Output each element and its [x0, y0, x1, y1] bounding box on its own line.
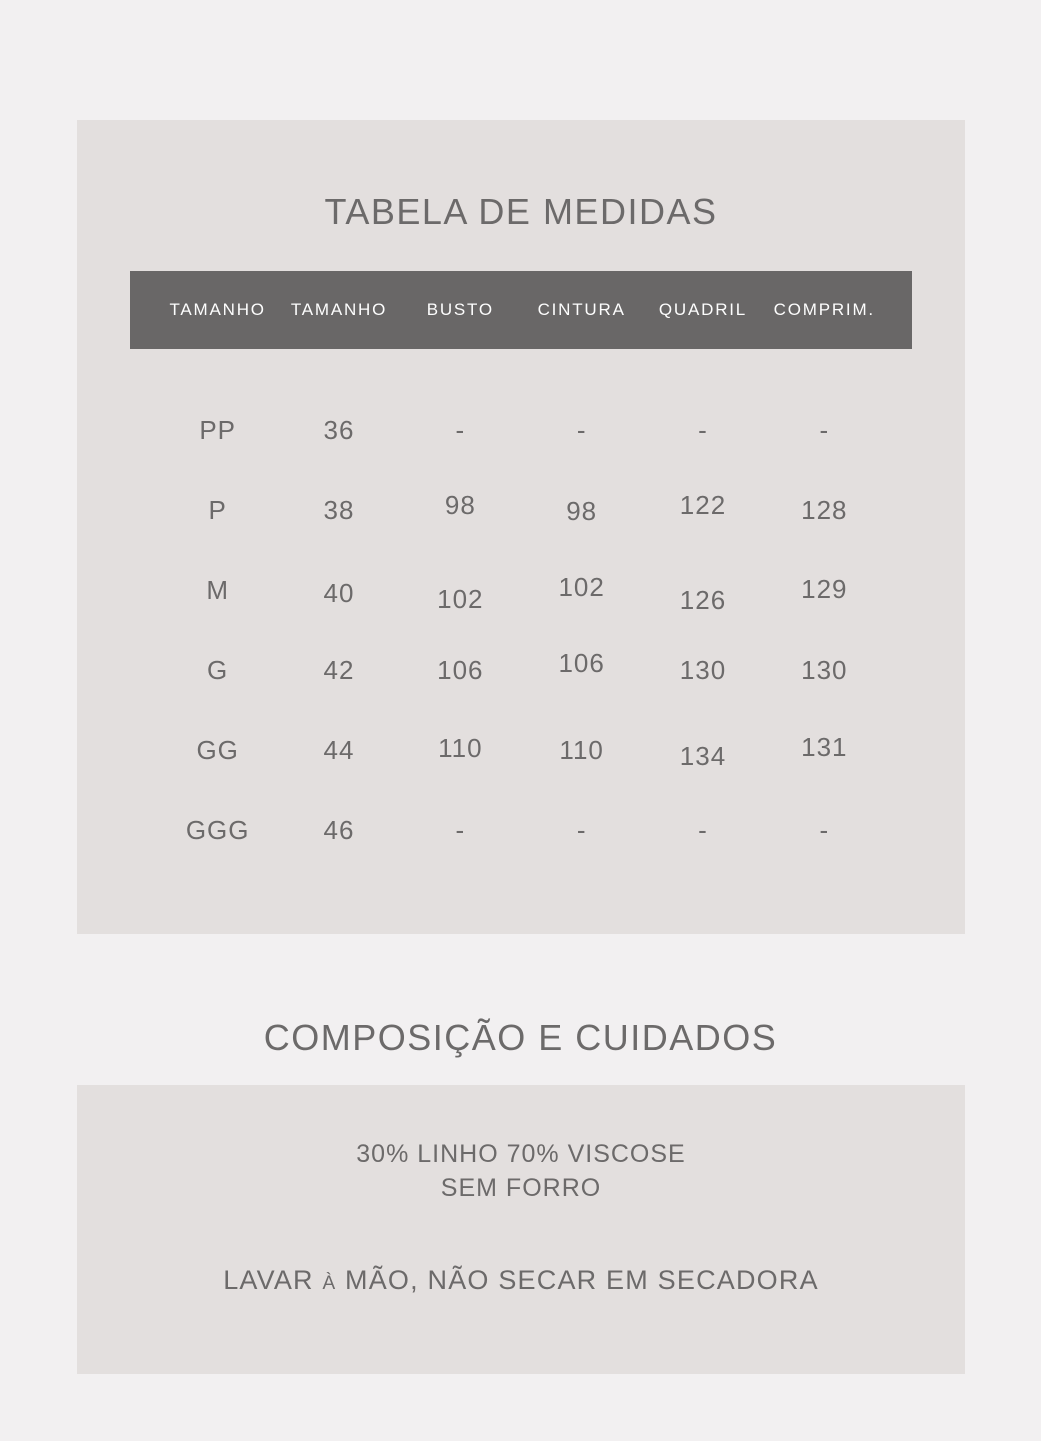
care-section-title: COMPOSIÇÃO E CUIDADOS: [263, 1017, 778, 1058]
table-row-m: [157, 550, 885, 630]
care-instructions: [77, 1263, 965, 1301]
table-row-g: [157, 630, 885, 710]
comprim-value: 129: [801, 573, 848, 604]
table-row-pp: [157, 390, 885, 470]
table-row-p: [157, 470, 885, 550]
cintura-value: 98: [566, 495, 598, 526]
tamanho-value: 44: [323, 734, 355, 765]
column-header-cintura: CINTURA: [537, 300, 626, 319]
size-label: GG: [196, 734, 239, 765]
comprim-value: 130: [801, 654, 848, 685]
composition-line-2: SEM FORRO: [440, 1174, 602, 1202]
busto-value: -: [455, 414, 466, 445]
composition-text: [77, 1085, 965, 1205]
busto-value: 110: [438, 732, 483, 763]
tamanho-value: 36: [323, 414, 355, 445]
care-instructions-prefix: LAVAR: [223, 1265, 323, 1295]
cintura-value: 106: [558, 647, 605, 678]
column-header-busto: BUSTO: [426, 300, 494, 319]
table-header-row: [130, 271, 912, 349]
column-header-tamanho-size: TAMANHO: [169, 300, 266, 319]
busto-value: 102: [437, 583, 484, 614]
size-label: P: [208, 494, 227, 525]
cintura-value: -: [576, 814, 587, 845]
table-row-ggg: [157, 790, 885, 870]
quadril-value: -: [698, 814, 708, 845]
busto-value: 98: [444, 489, 476, 520]
column-header-comprim: COMPRIM.: [773, 300, 875, 319]
comprim-value: -: [819, 414, 830, 445]
tamanho-value: 38: [323, 494, 355, 525]
care-instructions-accent: À: [322, 1273, 337, 1294]
quadril-value: 130: [679, 654, 727, 685]
size-table-panel: [77, 120, 965, 934]
column-header-tamanho-number: TAMANHO: [290, 300, 388, 319]
size-table-title: TABELA DE MEDIDAS: [324, 191, 718, 232]
size-label: PP: [199, 414, 236, 445]
comprim-value: 128: [801, 494, 848, 525]
comprim-value: -: [819, 814, 830, 845]
comprim-value: 131: [801, 731, 848, 762]
composition-line-1: 30% LINHO 70% VISCOSE: [356, 1140, 686, 1168]
care-instructions-suffix: MÃO, NÃO SECAR EM SECADORA: [336, 1265, 819, 1295]
quadril-value: 134: [679, 740, 727, 771]
tamanho-value: 40: [323, 577, 355, 608]
size-label: G: [207, 654, 229, 685]
quadril-value: 126: [679, 584, 727, 615]
table-row-gg: [157, 710, 885, 790]
column-header-quadril: QUADRIL: [658, 300, 748, 319]
size-label: M: [206, 574, 229, 605]
busto-value: 106: [437, 654, 484, 685]
cintura-value: 110: [559, 734, 604, 765]
quadril-value: -: [698, 414, 708, 445]
cintura-value: -: [576, 414, 587, 445]
table-body: [130, 390, 912, 870]
tamanho-value: 42: [323, 654, 355, 685]
tamanho-value: 46: [323, 814, 355, 845]
quadril-value: 122: [679, 489, 727, 520]
busto-value: -: [455, 814, 466, 845]
care-panel: [77, 1085, 965, 1374]
cintura-value: 102: [558, 571, 605, 602]
size-label: GGG: [185, 814, 250, 845]
